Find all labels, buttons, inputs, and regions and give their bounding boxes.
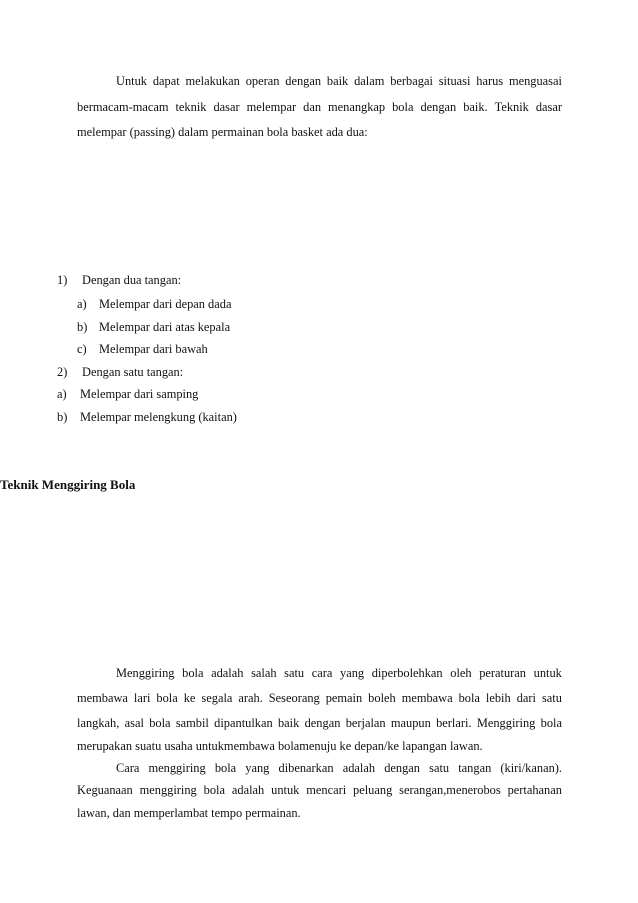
word: adalah <box>231 783 265 797</box>
word: bola <box>182 666 204 680</box>
word: berlari. <box>436 716 472 730</box>
word: diperbolehkan <box>371 666 443 680</box>
word: Keguanaan <box>77 783 133 797</box>
word: arah. <box>238 691 263 705</box>
word: teknik <box>175 100 207 114</box>
dribbling-para1-line-3 <box>77 715 562 731</box>
word: bermacam-macam <box>77 100 169 114</box>
word: dasar <box>535 100 562 114</box>
word: dengan <box>420 100 457 114</box>
word: situasi <box>438 74 471 88</box>
dribbling-para1-line-4: merupakan suatu usaha untukmembawa bolamenuju ke depan/ke lapangan lawan. <box>77 739 483 753</box>
word: satu <box>429 761 450 775</box>
word: bola <box>214 761 237 775</box>
word: Seseorang <box>268 691 320 705</box>
word: Menggiring <box>116 666 175 680</box>
word: baik <box>277 716 300 730</box>
word: cara <box>311 666 333 680</box>
word: lari <box>133 691 151 705</box>
word: dengan <box>384 761 420 775</box>
word: menangkap <box>328 100 386 114</box>
word: dengan <box>304 716 341 730</box>
word: bola <box>392 100 414 114</box>
word: berjalan <box>345 716 386 730</box>
dribbling-para2-line-1 <box>116 760 562 776</box>
word: mencari <box>306 783 347 797</box>
word: dibenarkan <box>278 761 334 775</box>
list-item-1-number: 1) <box>57 273 68 287</box>
word: dan <box>303 100 322 114</box>
word: melempar <box>246 100 297 114</box>
word: melakukan <box>185 74 240 88</box>
word: tangan <box>458 761 492 775</box>
word: operan <box>245 74 280 88</box>
word: bola <box>203 783 225 797</box>
passing-intro-line-2 <box>77 99 562 115</box>
word: menggiring <box>148 761 206 775</box>
passing-intro-line-3: melempar (passing) dalam permainan bola basket ada dua: <box>77 125 368 139</box>
list-subitem-1a: Melempar dari depan dada <box>99 297 232 311</box>
word: untuk <box>271 783 300 797</box>
word: Menggiring <box>476 716 536 730</box>
word: yang <box>340 666 365 680</box>
list-item-2-label: Dengan satu tangan: <box>82 365 184 379</box>
word: dapat <box>152 74 180 88</box>
list-subitem-1a-mark: a) <box>77 297 87 311</box>
word: menggiring <box>139 783 197 797</box>
word: menguasai <box>508 74 562 88</box>
list-subitem-2a-mark: a) <box>57 387 67 401</box>
word: bola <box>149 716 171 730</box>
list-subitem-1b: Melempar dari atas kepala <box>99 320 231 334</box>
word: pemain <box>325 691 363 705</box>
dribbling-para1-line-1 <box>116 665 562 681</box>
word: dari <box>516 691 536 705</box>
word: dasar <box>213 100 240 114</box>
list-subitem-2a: Melempar dari samping <box>80 387 199 401</box>
word: segala <box>201 691 233 705</box>
word: salah <box>251 666 277 680</box>
word: dalam <box>354 74 385 88</box>
word: baik <box>326 74 349 88</box>
word: adalah <box>211 666 244 680</box>
word: Untuk <box>116 74 147 88</box>
word: untuk <box>533 666 562 680</box>
list-subitem-2b-mark: b) <box>57 410 68 424</box>
word: bola <box>156 691 178 705</box>
list-item-1-label: Dengan dua tangan: <box>82 273 182 287</box>
word: bola <box>540 716 562 730</box>
word: langkah, <box>77 716 120 730</box>
word: oleh <box>450 666 472 680</box>
word: pertahanan <box>507 783 562 797</box>
list-subitem-2b: Melempar melengkung (kaitan) <box>80 410 237 424</box>
list-subitem-1c-mark: c) <box>77 342 87 356</box>
word: satu <box>541 691 562 705</box>
word: membawa <box>401 691 453 705</box>
word: (kiri/kanan). <box>500 761 562 775</box>
list-subitem-1c: Melempar dari bawah <box>99 342 208 356</box>
word: boleh <box>368 691 396 705</box>
word: sambil <box>175 716 209 730</box>
word: Teknik <box>494 100 529 114</box>
word: peluang <box>353 783 393 797</box>
dribbling-para1-line-2 <box>77 690 562 706</box>
word: bola <box>458 691 480 705</box>
section-heading-dribbling: Teknik Menggiring Bola <box>0 477 136 492</box>
word: satu <box>284 666 305 680</box>
word: baik. <box>463 100 488 114</box>
word: ke <box>183 691 196 705</box>
word: membawa <box>77 691 128 705</box>
word: serangan,menerobos <box>399 783 501 797</box>
word: dipantulkan <box>214 716 273 730</box>
word: dengan <box>285 74 322 88</box>
word: yang <box>245 761 270 775</box>
word: adalah <box>342 761 376 775</box>
word: berbagai <box>390 74 433 88</box>
word: harus <box>476 74 504 88</box>
list-item-2-number: 2) <box>57 365 68 379</box>
list-subitem-1b-mark: b) <box>77 320 88 334</box>
dribbling-para2-line-2 <box>77 782 562 798</box>
word: lebih <box>485 691 511 705</box>
dribbling-para2-line-3: lawan, dan memperlambat tempo permainan. <box>77 806 301 820</box>
word: Cara <box>116 761 140 775</box>
word: maupun <box>390 716 431 730</box>
passing-intro-line-1 <box>116 73 562 89</box>
word: asal <box>124 716 144 730</box>
word: peraturan <box>479 666 526 680</box>
